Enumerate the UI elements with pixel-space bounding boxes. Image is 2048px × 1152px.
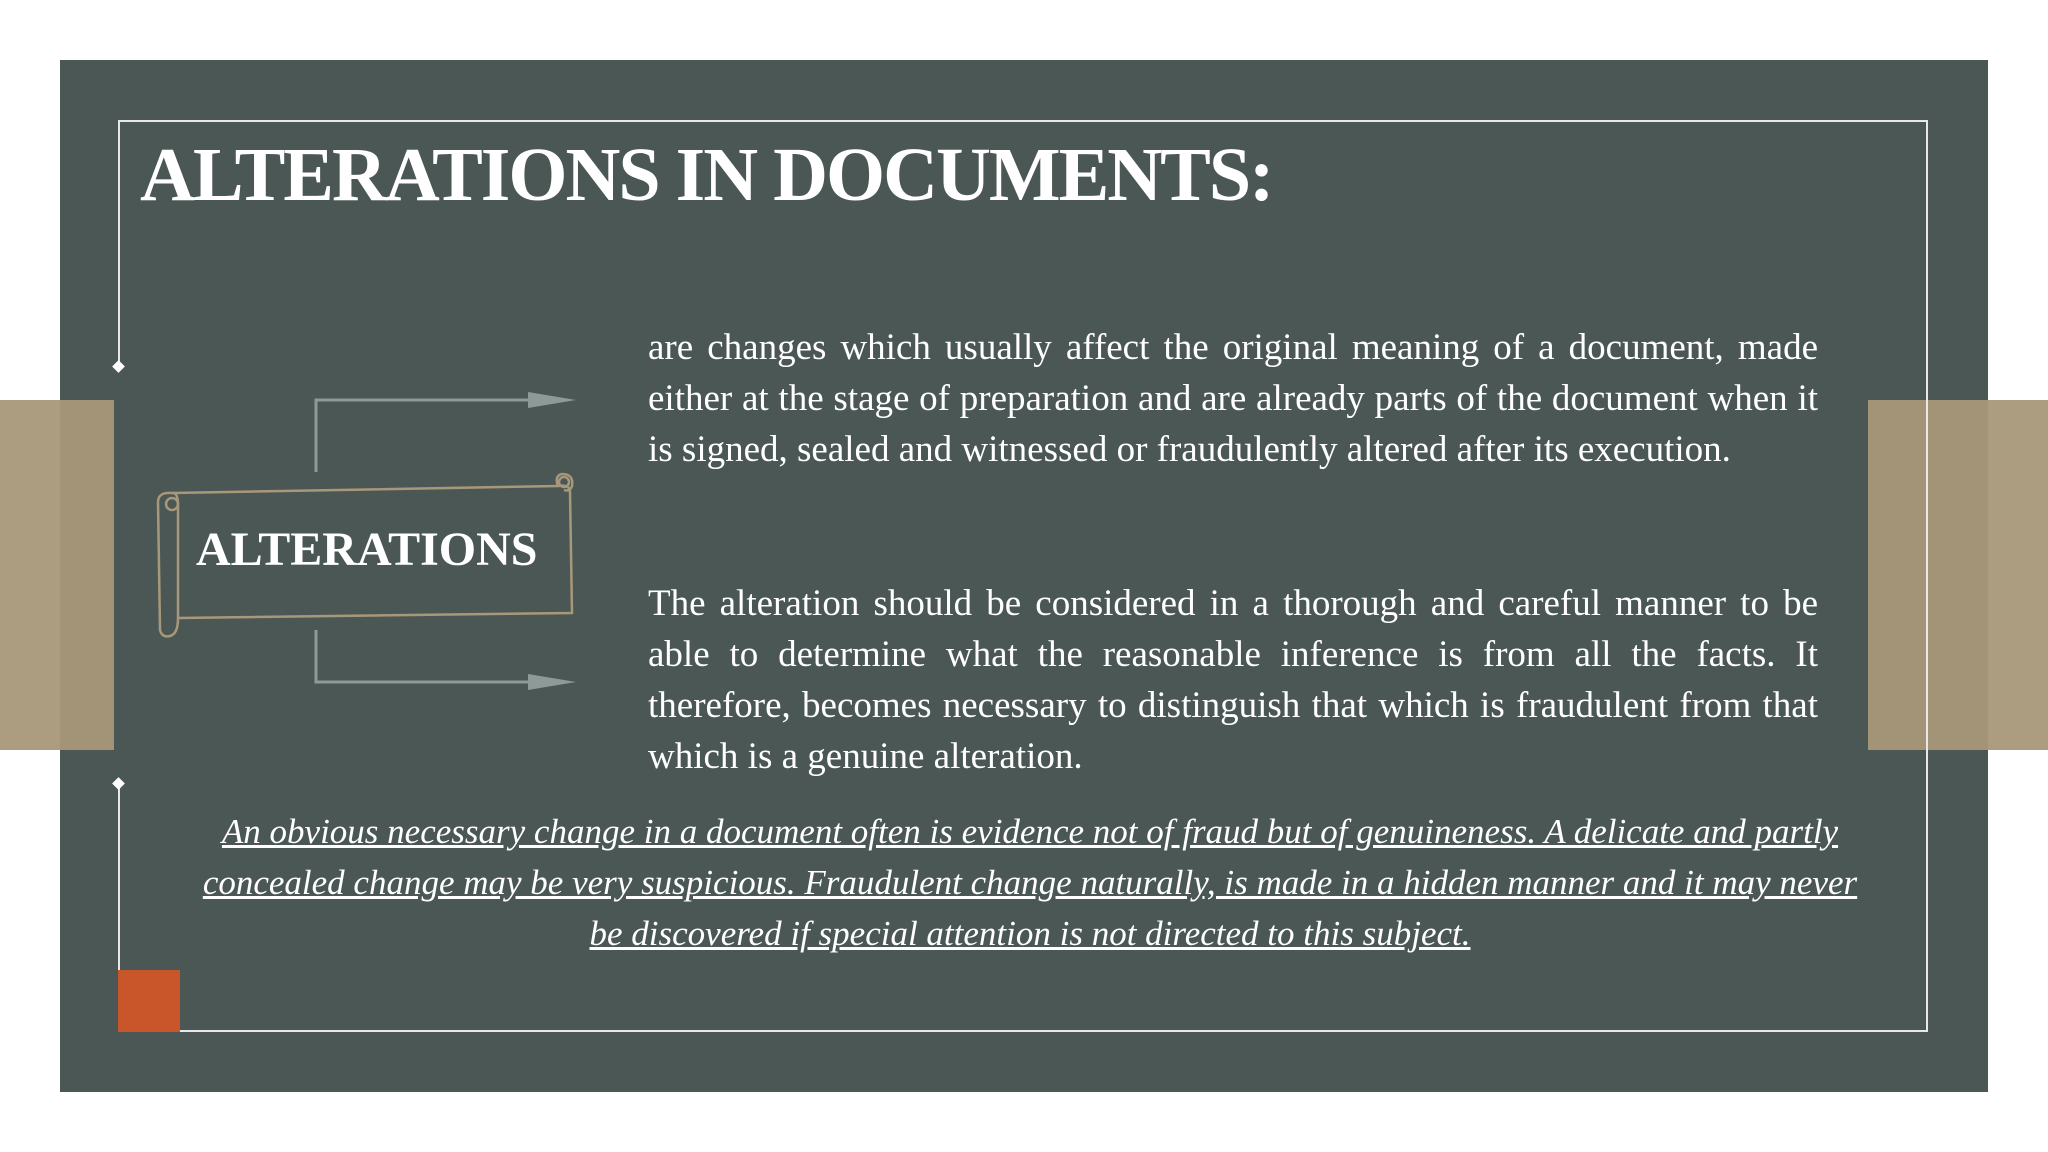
arrow-head-top [528,392,576,408]
arrow-head-bottom [528,674,576,690]
frame-gap [114,368,124,782]
diagram-label: ALTERATIONS [196,523,538,576]
orange-square [118,970,180,1032]
arrow-right-icon [316,630,528,682]
arrow-right-icon [316,400,528,472]
definition-paragraph: are changes which usually affect the original meaning of a document, made either at the stage of preparation and are already parts of the document when it is signed, sealed and witnessed or fraudulently altered after its execution. [648,327,1818,470]
consideration-paragraph: The alteration should be considered in a thorough and careful manner to be able to determine what the reasonable inference is from all the facts. It therefore, becomes necessary to distinguish that which is fraudulent from that which is a genuine alteration. [648,583,1818,777]
emphasis-quote: An obvious necessary change in a document often is evidence not of fraud but of genuineness. A delicate and partly concealed change may be very suspicious. Fraudulent change naturally, is made in a hidden manner and it may never be discovered if special attention is not directed to this subject. [202,812,1858,953]
left-accent-band [0,400,122,750]
slide-title: ALTERATIONS IN DOCUMENTS: [140,133,1273,217]
